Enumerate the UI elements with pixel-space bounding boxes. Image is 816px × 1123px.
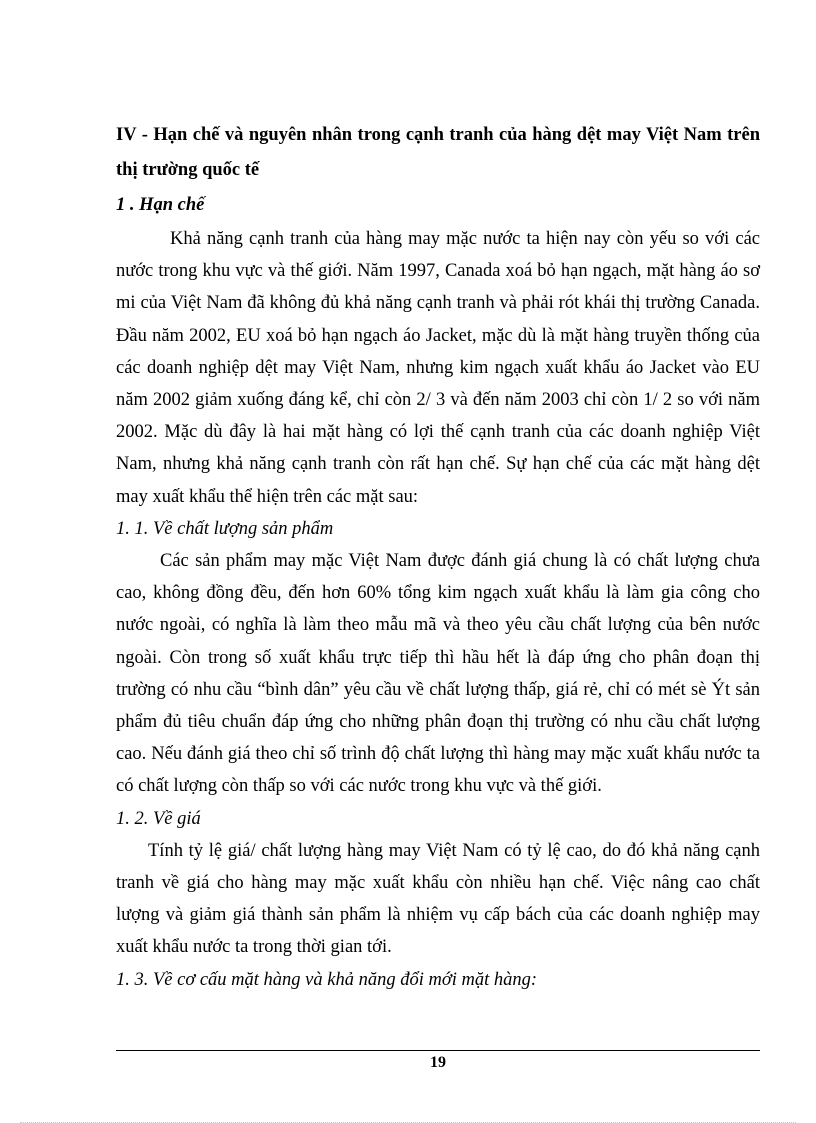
item-body-price: Tính tỷ lệ giá/ chất lượng hàng may Việt Nam có tỷ lệ cao, do đó khả năng cạnh tranh về giá cho hàng may mặc xuất khẩu còn nhiều hạn chế. Việc nâng cao chất lượng và giảm giá thành sản phẩm là nhiệm vụ cấp bách của các doanh nghiệp may xuất khẩu nước ta trong thời gian tới. <box>116 840 760 958</box>
intro-paragraph: Khả năng cạnh tranh của hàng may mặc nước ta hiện nay còn yếu so với các nước trong khu vực và thế giới. Năm 1997, Canada xoá bỏ hạn ngạch, mặt hàng áo sơ mi của Việt Nam đã không đủ khả năng cạnh tranh và phải rót khái thị trường Canada. Đầu năm 2002, EU xoá bỏ hạn ngạch áo Jacket, mặc dù là mặt hàng truyền thống của các doanh nghiệp dệt may Việt Nam, nhưng kim ngạch xuất khẩu áo Jacket vào EU năm 2002 giảm xuống đáng kể, chỉ còn 2/ 3 và đến năm 2003 chỉ còn 1/ 2 so với năm 2002. Mặc dù đây là hai mặt hàng có lợi thế cạnh tranh của các doanh nghiệp Việt Nam, nhưng khả năng cạnh tranh còn rất hạn chế. Sự hạn chế của các mặt hàng dệt may xuất khẩu thể hiện trên các mặt sau: <box>116 229 760 507</box>
item-title-price: 1. 2. Về giá <box>116 808 201 829</box>
page-number: 19 <box>430 1054 446 1071</box>
item-body-quality: Các sản phẩm may mặc Việt Nam được đánh giá chung là có chất lượng chưa cao, không đồng đều, đến hơn 60% tổng kim ngạch xuất khẩu là làm gia công cho nước ngoài, có nghĩa là làm theo mẫu mã và theo yêu cầu chất lượng của bên nước ngoài. Còn trong số xuất khẩu trực tiếp thì hầu hết là đáp ứng cho phân đoạn thị trường có nhu cầu “bình dân” yêu cầu về chất lượng thấp, giá rẻ, chỉ có mét sè Ýt sản phẩm đủ tiêu chuẩn đáp ứng cho những phân đoạn thị trường có nhu cầu chất lượng cao. Nếu đánh giá theo chỉ số trình độ chất lượng thì hàng may mặc xuất khẩu nước ta có chất lượng còn thấp so với các nước trong khu vực và thế giới. <box>116 551 760 797</box>
document-page <box>116 118 760 996</box>
footer-divider <box>116 1050 760 1051</box>
item-title-structure: 1. 3. Về cơ cấu mặt hàng và khả năng đổi mới mặt hàng: <box>116 969 538 990</box>
section-heading: IV - Hạn chế và nguyên nhân trong cạnh tranh của hàng dệt may Việt Nam trên thị trường quốc tế <box>116 125 760 180</box>
section-subheading: 1 . Hạn chế <box>116 195 205 215</box>
item-title-quality: 1. 1. Về chất lượng sản phẩm <box>116 518 334 539</box>
